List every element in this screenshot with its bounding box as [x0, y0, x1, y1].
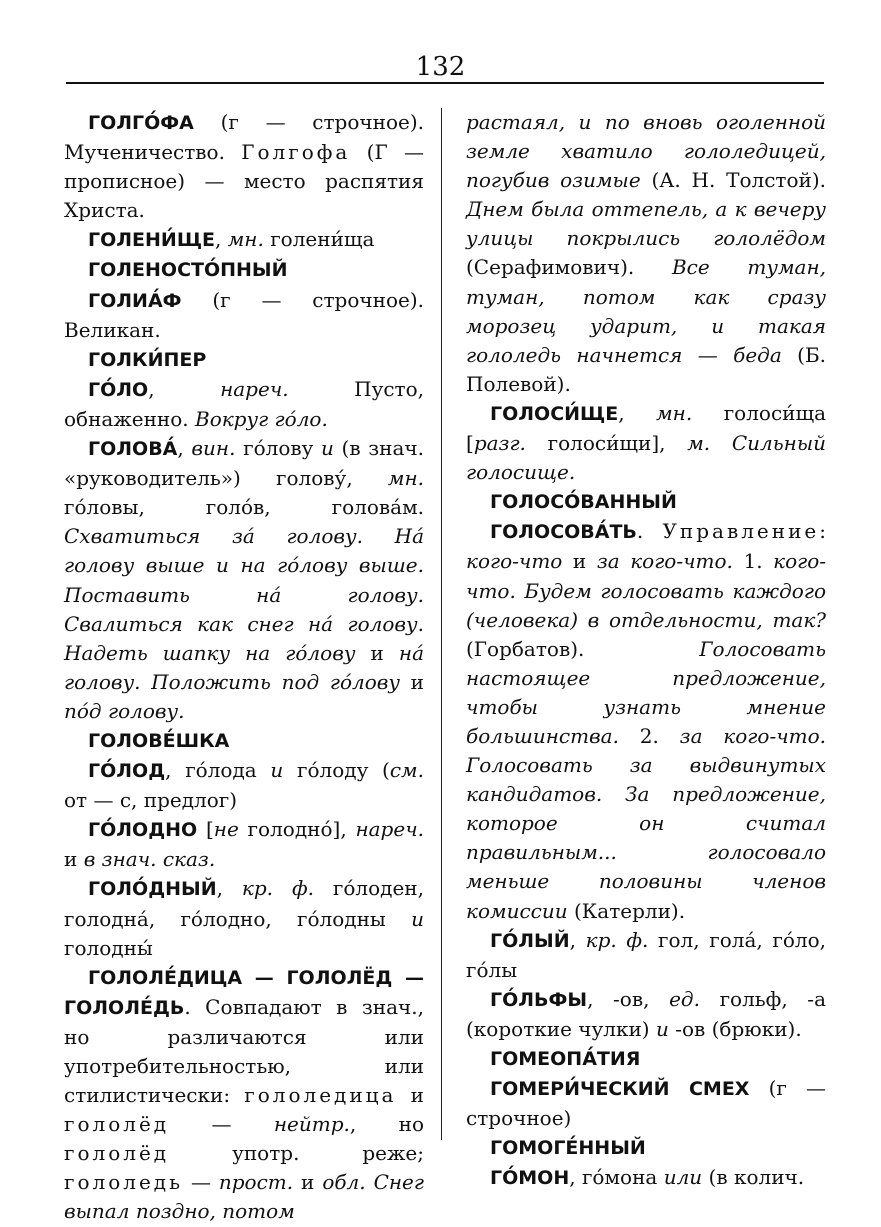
dictionary-entry — [466, 1163, 826, 1193]
dictionary-entry — [64, 756, 424, 815]
entry-text: (А. Н. Толстой). — [640, 168, 826, 193]
entry-text: гольф, -а (короткие чулки) — [466, 986, 826, 1041]
dictionary-entry — [64, 286, 424, 345]
entry-text: го́лоден, голодна́, го́лодно, го́лодны — [64, 876, 424, 931]
headword: ГО́ЛОД — [88, 760, 166, 783]
entry-text: (Г — прописное) — место распятия Христа. — [64, 140, 424, 223]
entry-text: (Б. Полевой). — [466, 342, 826, 396]
entry-text: мн. — [656, 400, 693, 425]
entry-text: Схватиться за́ голову. На́ голову выше и на го́лову выше. Поставить на́ голову. Свалиться как снег на́ голову. Надеть шапку на го́лову — [64, 524, 424, 665]
entry-text: (г — строчное). Мученичество. — [64, 110, 424, 165]
entry-text: , — [215, 227, 228, 252]
dictionary-entry — [64, 108, 424, 225]
entry-text: (г — строчное). Великан. — [64, 287, 424, 342]
entry-text: кого-что — [466, 549, 563, 574]
entry-text: го́ловы, голо́в, голова́м. — [64, 495, 424, 520]
entry-text: и — [293, 1170, 323, 1195]
entry-text: в знач. сказ. — [83, 847, 216, 872]
entry-text: от — с, предлог) — [64, 788, 238, 813]
entry-text: Днем была оттепель, а к вечеру улицы покрылись гололёдом — [466, 197, 826, 251]
entry-text: , но — [349, 1112, 424, 1137]
dictionary-entry — [466, 1044, 826, 1074]
dictionary-entry — [64, 874, 424, 962]
dictionary-entry — [64, 345, 424, 375]
entry-text: Голосовать настоящее предложение, чтобы узнать мнение большинства. — [466, 636, 826, 748]
headword: ГО́МОН — [490, 1167, 570, 1190]
entry-text: гололёд — [64, 1112, 170, 1137]
entry-text: прост. — [218, 1170, 294, 1195]
headword: ГОЛОСОВА́ТЬ — [490, 521, 637, 544]
entry-text: , — [177, 436, 192, 461]
column-divider — [441, 108, 442, 1140]
dictionary-entry — [466, 926, 826, 985]
headword: ГО́ЛЫЙ — [490, 929, 570, 952]
entry-text: го́лоду ( — [283, 758, 390, 783]
entry-text: и — [655, 1016, 669, 1041]
entry-text: гололёд — [64, 1141, 170, 1166]
entry-text: см. — [389, 758, 424, 783]
dictionary-entry — [64, 255, 424, 285]
entry-text: вин. — [191, 436, 236, 461]
entry-text: и — [411, 906, 424, 931]
entry-text: . Совпадают в знач., но различаются или употребительностью, или стилистически: — [64, 994, 424, 1108]
headword: ГОЛОСО́ВАННЫЙ — [490, 491, 677, 514]
entry-text: , — [148, 376, 221, 401]
entry-text: , — [216, 876, 242, 901]
entry-text: нареч. — [220, 376, 289, 401]
headword: ГОЛЕНОСТО́ПНЫЙ — [88, 259, 288, 282]
entry-text: по́д голову. — [64, 698, 185, 723]
entry-text: (Катерли). — [567, 898, 686, 923]
entry-text: (в колич. — [702, 1165, 805, 1190]
entry-text: — — [183, 1170, 219, 1195]
page-number: 132 — [415, 52, 466, 82]
entry-text: на́ голову. Положить под го́лову — [64, 640, 424, 694]
dictionary-entry — [64, 225, 424, 255]
dictionary-entry — [466, 517, 826, 925]
entry-text: за кого-что. — [596, 549, 733, 574]
entry-text: гололедица — [244, 1083, 397, 1108]
entry-text: кр. ф. — [241, 876, 314, 901]
entry-text: за кого-что. Голосовать за выдвинутых кандидатов. За предложение, которое он считал правильным... голосовало меньше половины членов комиссии — [466, 723, 827, 923]
entry-text: нареч. — [355, 817, 424, 842]
entry-text: и — [321, 436, 334, 461]
entry-text: голоси́щи], — [525, 431, 688, 456]
entry-text: не — [213, 817, 239, 842]
entry-text: нейтр. — [273, 1112, 350, 1137]
entry-text: м. Сильный голосище. — [466, 431, 826, 485]
entry-text: мн. — [227, 227, 264, 252]
entry-text: и — [355, 640, 399, 665]
entry-text: 1. — [732, 549, 774, 574]
entry-text: разг. — [473, 431, 526, 456]
dictionary-entry — [64, 434, 424, 726]
entry-text: гололедь — [64, 1170, 184, 1195]
headword: ГОЛО́ДНЫЙ — [88, 878, 217, 901]
entry-text: . — [636, 519, 663, 544]
header-rule — [66, 82, 824, 84]
right-column — [466, 108, 826, 1193]
entry-text: -ов (брюки). — [668, 1016, 802, 1041]
entry-text: (Горбатов). — [466, 636, 700, 661]
entry-text: Голгофа — [241, 140, 351, 165]
entry-text: и — [562, 549, 597, 574]
entry-text: обл. Снег выпал поздно, потом — [64, 1170, 424, 1224]
entry-text: го́лову — [235, 436, 322, 461]
headword: ГОМЕРИ́ЧЕСКИЙ СМЕХ — [490, 1078, 750, 1101]
entry-text: , — [569, 927, 586, 952]
dictionary-entry — [64, 815, 424, 874]
left-column — [64, 108, 424, 1227]
entry-text: Пусто, обнаженно. — [64, 376, 425, 431]
dictionary-entry — [466, 985, 826, 1044]
entry-text: Вокруг го́ло. — [195, 406, 328, 431]
dictionary-entry — [64, 375, 424, 434]
entry-text: , го́лода — [165, 758, 271, 783]
dictionary-entry — [64, 963, 424, 1227]
entry-text: употр. реже; — [169, 1141, 424, 1166]
entry-text: и — [270, 758, 284, 783]
dictionary-entry — [64, 726, 424, 756]
headword: ГОЛКИ́ПЕР — [88, 348, 207, 371]
entry-text: : — [819, 519, 826, 544]
entry-text: , -ов, — [587, 986, 670, 1011]
entry-text: (г — строчное) — [466, 1076, 826, 1131]
headword: ГО́ЛОДНО — [88, 819, 198, 842]
dictionary-entry — [466, 399, 826, 487]
headword: ГОЛОВЕ́ШКА — [88, 729, 230, 752]
entry-text: кр. ф. — [585, 927, 649, 952]
entry-text: — — [169, 1112, 274, 1137]
dictionary-entry — [466, 1074, 826, 1133]
headword: ГОМЕОПА́ТИЯ — [490, 1048, 641, 1070]
entry-text: (в знач. «руководитель») голову́, — [64, 436, 424, 491]
headword: ГОЛОСИ́ЩЕ — [490, 402, 619, 425]
entry-text: голодны́ — [64, 935, 153, 960]
entry-text: гол, гола́, го́ло, го́лы — [466, 927, 826, 982]
entry-text: , го́мона — [569, 1165, 664, 1190]
dictionary-entry — [466, 1133, 826, 1163]
headword: ГО́ЛЬФЫ — [490, 988, 588, 1011]
entry-text: растаял, и по вновь оголенной земле хватило гололедицей, погубив озимые — [466, 110, 826, 193]
entry-text: и — [400, 669, 424, 694]
headword: ГОЛОВА́ — [88, 438, 178, 461]
headword: ГОМОГЕ́ННЫЙ — [490, 1137, 646, 1160]
headword: ГОЛОЛЕ́ДИЦА — ГОЛОЛЁД — ГОЛОЛЕ́ДЬ — [64, 966, 424, 1019]
entry-text: кого-что. Будем голосовать каждого (человека) в отдельности, так? — [466, 549, 827, 632]
headword: ГОЛЕНИ́ЩЕ — [88, 229, 215, 252]
headword: ГОЛИА́Ф — [88, 289, 182, 312]
entry-text: [ — [197, 817, 214, 842]
entry-text: 2. — [618, 723, 680, 748]
entry-text: ед. — [669, 986, 700, 1011]
entry-continuation — [466, 108, 826, 399]
entry-text: или — [663, 1165, 703, 1190]
headword: ГОЛГО́ФА — [88, 112, 194, 134]
entry-text: и — [64, 847, 84, 872]
entry-text: Управление — [662, 519, 820, 544]
entry-text: мн. — [387, 466, 424, 491]
headword: ГО́ЛО — [88, 378, 149, 401]
entry-text: Все туман, туман, потом как сразу морозец ударит, и такая гололедь начнется — беда — [466, 255, 826, 367]
entry-text: голоси́ща [ — [466, 400, 827, 456]
entry-text: голодно́], — [238, 817, 356, 842]
entry-text: (Серафимович). — [466, 255, 672, 280]
entry-text: и — [396, 1083, 424, 1108]
dictionary-entry — [466, 487, 826, 517]
entry-text: , — [618, 400, 657, 425]
entry-text: голени́ща — [263, 227, 375, 252]
